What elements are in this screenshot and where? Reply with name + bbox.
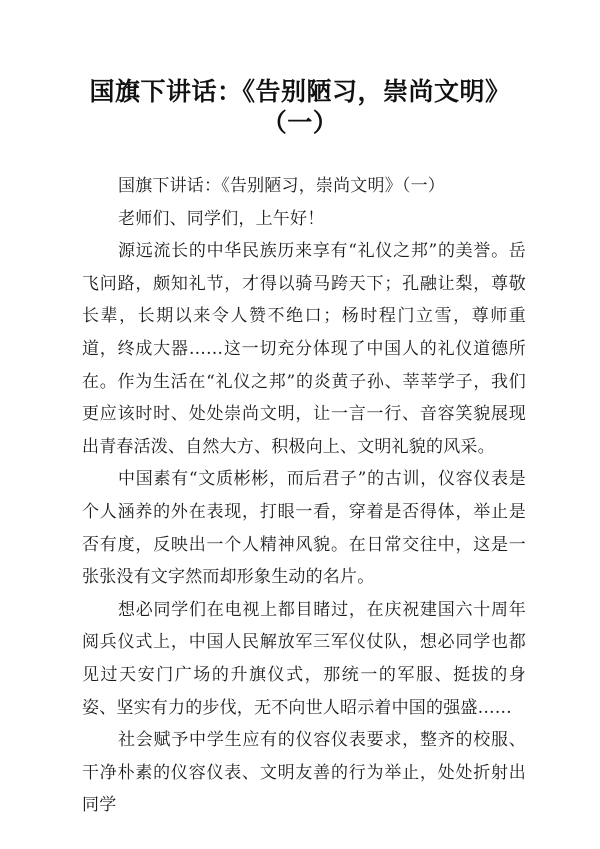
paragraph: 源远流长的中华民族历来享有“礼仪之邦”的美誉。岳飞问路，颇知礼节，才得以骑马跨天下；孔融让梨，尊敬长辈，长期以来令人赞不绝口；杨时程门立雪，尊师重道，终成大器……这一切充分体现了中国人的礼仪道德所在。作为生活在“礼仪之邦”的炎黄子孙、莘莘学子，我们更应该时时、处处崇尚文明，让一言一行、音容笑貌展现出青春活泼、自然大方、积极向上、文明礼貌的风采。 bbox=[82, 241, 526, 457]
paragraph-greeting: 老师们、同学们，上午好！ bbox=[118, 208, 325, 229]
document-title: 国旗下讲话：《告别陋习，崇尚文明》 bbox=[89, 77, 511, 106]
paragraph: 想必同学们在电视上都目睹过，在庆祝建国六十周年阅兵仪式上，中国人民解放军三军仪仗队，想必同学也都见过天安门广场的升旗仪式，那统一的军服、挺拔的身姿、坚实有力的步伐，无不向世人昭示着中国的强盛…… bbox=[82, 599, 526, 718]
paragraph: 中国素有“文质彬彬，而后君子”的古训，仪容仪表是个人涵养的外在表现，打眼一看，穿着是否得体，举止是否有度，反映出一个人精神风貌。在日常交往中，这是一张张没有文字然而却形象生动的名片。 bbox=[82, 469, 526, 588]
paragraph: 社会赋予中学生应有的仪容仪表要求，整齐的校服、干净朴素的仪容仪表、文明友善的行为举止，处处折射出同学 bbox=[82, 730, 526, 816]
paragraph-heading: 国旗下讲话：《告别陋习，崇尚文明》（一） bbox=[118, 176, 445, 196]
document-body bbox=[82, 170, 526, 822]
document-title-number: （一） bbox=[261, 108, 339, 137]
